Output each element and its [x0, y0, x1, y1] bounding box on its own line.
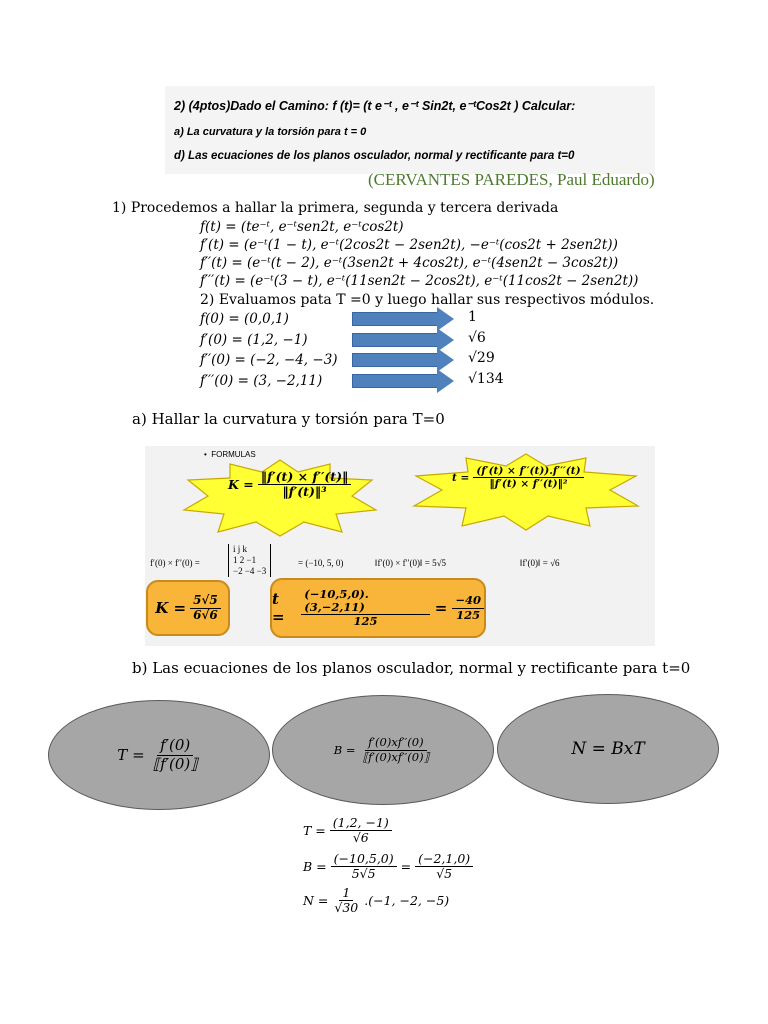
author-name: (CERVANTES PAREDES, Paul Eduardo) — [368, 170, 655, 189]
final-binormal: B = $\frac{(-10,5,0)}{5√5}$ = $\frac{(-2,1,0)}{√5}$ — [303, 852, 473, 882]
eval-f-triple-prime-0: f′′′(0) = (3, −2,11) — [200, 373, 323, 389]
module-f-double-prime-0: √29 — [468, 350, 495, 366]
binormal-vector-ellipse: B = $\frac{f'(0)xf''(0)}{⟦f'(0)xf''(0)⟧}$ — [272, 695, 494, 805]
module-f0: 1 — [468, 309, 477, 325]
cross-product-result: = (−10, 5, 0) — [298, 558, 344, 568]
eval-f-double-prime-0: f′′(0) = (−2, −4, −3) — [200, 352, 338, 368]
equation-f-prime: f′(t) = (e⁻ᵗ(1 − t), e⁻ᵗ(2cos2t − 2sen2t), −e⁻ᵗ(cos2t + 2sen2t)) — [200, 237, 618, 253]
eval-f-prime-0: f′(0) = (1,2, −1) — [200, 332, 308, 348]
arrow-right-icon — [352, 374, 454, 388]
problem-item-d: d) Las ecuaciones de los planos osculador, normal y rectificante para t=0 — [174, 150, 575, 162]
equation-f: f(t) = (te⁻ᵗ, e⁻ᵗsen2t, e⁻ᵗcos2t) — [200, 219, 404, 235]
torsion-formula-star — [410, 452, 642, 532]
arrow-right-icon — [352, 333, 454, 347]
problem-statement: 2) (4ptos)Dado el Camino: f (t)= (t e⁻ᵗ , e⁻ᵗ Sin2t, e⁻ᵗCos2t ) Calcular: — [174, 99, 576, 113]
arrow-right-icon — [352, 353, 454, 367]
normal-vector-ellipse: N = BxT — [497, 694, 719, 804]
norm-f-prime: ‖f′(0)‖ = √6 — [520, 558, 560, 568]
norm-cross-product: ‖f′(0) × f′′(0)‖ = 5√5 — [375, 558, 447, 568]
final-tangent: T = $\frac{(1,2, -1)}{√6}$ — [303, 816, 392, 846]
tangent-vector-ellipse: T = $\frac{f'(0)}{⟦f'(0)⟧}$ — [48, 700, 270, 810]
curvature-formula: K = $\frac{‖f'(t) \times f''(t)‖}{\text{‖f′(t)‖³}}$ — [228, 470, 351, 500]
equation-f-triple-prime: f′′′(t) = (e⁻ᵗ(3 − t), e⁻ᵗ(11sen2t − 2cos2t), e⁻ᵗ(11cos2t − 2sen2t)) — [200, 273, 639, 289]
final-normal: N = $\frac{1}{√30}$ .(−1, −2, −5) — [303, 885, 450, 916]
eval-f0: f(0) = (0,0,1) — [200, 311, 289, 327]
section-a-title: a) Hallar la curvatura y torsión para T=0 — [132, 410, 445, 428]
torsion-result-box: t = $\frac{(-10,5,0).(3,-2,11)}{125}$ = $\frac{-40}{125}$ — [270, 578, 486, 638]
arrow-right-icon — [352, 312, 454, 326]
module-f-prime-0: √6 — [468, 330, 486, 346]
cross-product-label: f′(0) × f′′(0) = — [150, 558, 200, 568]
formulas-bullet: • FORMULAS — [204, 450, 256, 459]
determinant: i j k 1 2 −1 −2 −4 −3 — [228, 544, 271, 577]
equation-f-double-prime: f′′(t) = (e⁻ᵗ(t − 2), e⁻ᵗ(3sen2t + 4cos2t), e⁻ᵗ(4sen2t − 3cos2t)) — [200, 255, 619, 271]
module-f-triple-prime-0: √134 — [468, 371, 504, 387]
curvature-result-box: K = $\frac{5√5}{6√6}$ — [146, 580, 230, 636]
problem-item-a: a) La curvatura y la torsión para t = 0 — [174, 126, 367, 138]
torsion-formula: t = $\frac{(f'(t) \times f''(t)).f'''(t)}{\text{‖f′(t) × f′′(t)‖²}}$ — [452, 465, 584, 490]
section-b-title: b) Las ecuaciones de los planos osculador, normal y rectificante para t=0 — [132, 659, 691, 677]
step1-heading: 1) Procedemos a hallar la primera, segunda y tercera derivada — [112, 200, 559, 216]
step2-heading: 2) Evaluamos pata T =0 y luego hallar sus respectivos módulos. — [200, 292, 655, 308]
